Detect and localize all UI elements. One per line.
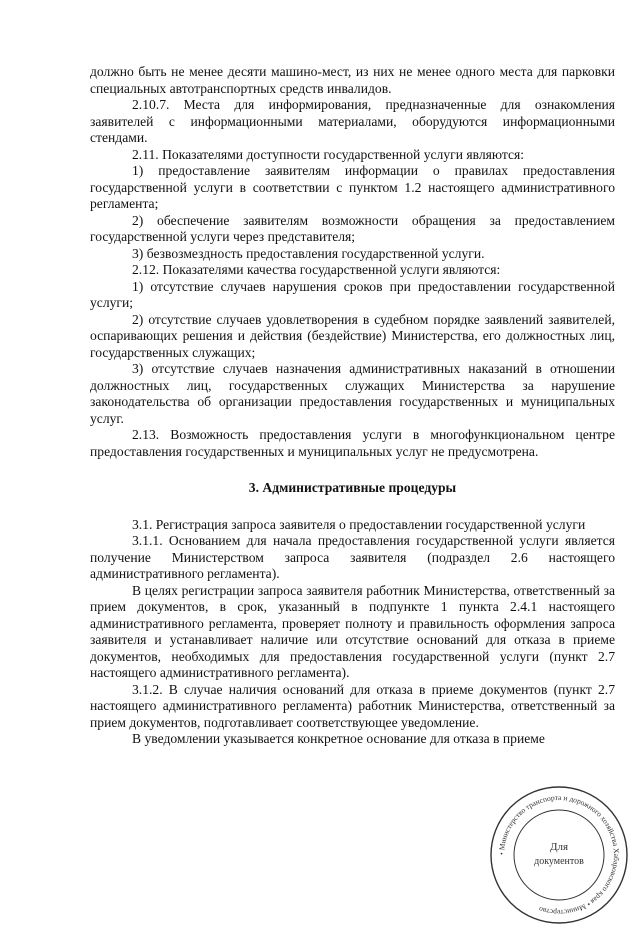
stamp-ring-text: • Министерство транспорта и дорожного хозяйства Хабаровского края • Министерство — [496, 792, 622, 918]
official-stamp — [484, 780, 634, 930]
paragraph: 3) отсутствие случаев назначения административных наказаний в отношении должностных лиц, государственных служащих Министерства за нарушение законодательства об организации предоставления государственных и муниципальных услуг. — [90, 361, 615, 426]
paragraph: 2.13. Возможность предоставления услуги в многофункциональном центре предоставления государственных и муниципальных услуг не предусмотрена. — [90, 427, 615, 459]
section-heading: 3. Административные процедуры — [248, 480, 457, 495]
paragraph: 3) безвозмездность предоставления государственной услуги. — [132, 245, 485, 261]
paragraph: 2.12. Показателями качества государственной услуги являются: — [132, 262, 501, 277]
paragraph: 2.11. Показателями доступности государственной услуги являются: — [132, 146, 525, 162]
paragraph: 3.1.2. В случае наличия оснований для отказа в приеме документов (пункт 2.7 настоящего административного регламента) работник Министерства, ответственный за прием документов, подготавливает соответствующее уведомление. — [90, 681, 615, 730]
stamp-center-line-1: Для — [549, 841, 569, 853]
paragraph: 1) предоставление заявителям информации о правилах предоставления государственной услуги в соответствии с пунктом 1.2 настоящего административного регламента; — [90, 163, 615, 211]
paragraph: 2) отсутствие случаев удовлетворения в судебном порядке заявлений заявителей, оспаривающих решения и действия (бездействие) Министерства, его должностных лиц, государственных служащих; — [90, 311, 615, 360]
paragraph: должно быть не менее десяти машино-мест, из них не менее одного места для парковки специальных автотранспортных средств инвалидов. — [90, 64, 615, 96]
paragraph: 3.1. Регистрация запроса заявителя о предоставлении государственной услуги — [132, 516, 586, 532]
paragraph: 1) отсутствие случаев нарушения сроков при предоставлении государственной услуги; — [90, 278, 615, 310]
document-page — [90, 64, 615, 748]
paragraph: 3.1.1. Основанием для начала предоставления государственной услуги является получение Министерством запроса заявителя (подраздел 2.6 настоящего административного регламента). — [90, 533, 615, 581]
paragraph: В уведомлении указывается конкретное основание для отказа в приеме — [132, 731, 545, 746]
stamp-center-line-2: документов — [534, 856, 584, 867]
paragraph: 2.10.7. Места для информирования, предназначенные для ознакомления заявителей с информационными материалами, оборудуются информационными стендами. — [90, 97, 615, 145]
stamp-graphic — [484, 780, 634, 930]
paragraph: В целях регистрации запроса заявителя работник Министерства, ответственный за прием документов, в срок, указанный в подпункте 1 пункта 2.4.1 настоящего административного регламента, проверяет полноту и правильность оформления запроса заявителя и устанавливает наличие или отсутствие оснований для отказа в приеме документов, необходимых для предоставления государственной услуги (пункт 2.7 настоящего административного регламента). — [90, 582, 615, 680]
paragraph: 2) обеспечение заявителям возможности обращения за предоставлением государственной услуги через представителя; — [90, 212, 615, 244]
